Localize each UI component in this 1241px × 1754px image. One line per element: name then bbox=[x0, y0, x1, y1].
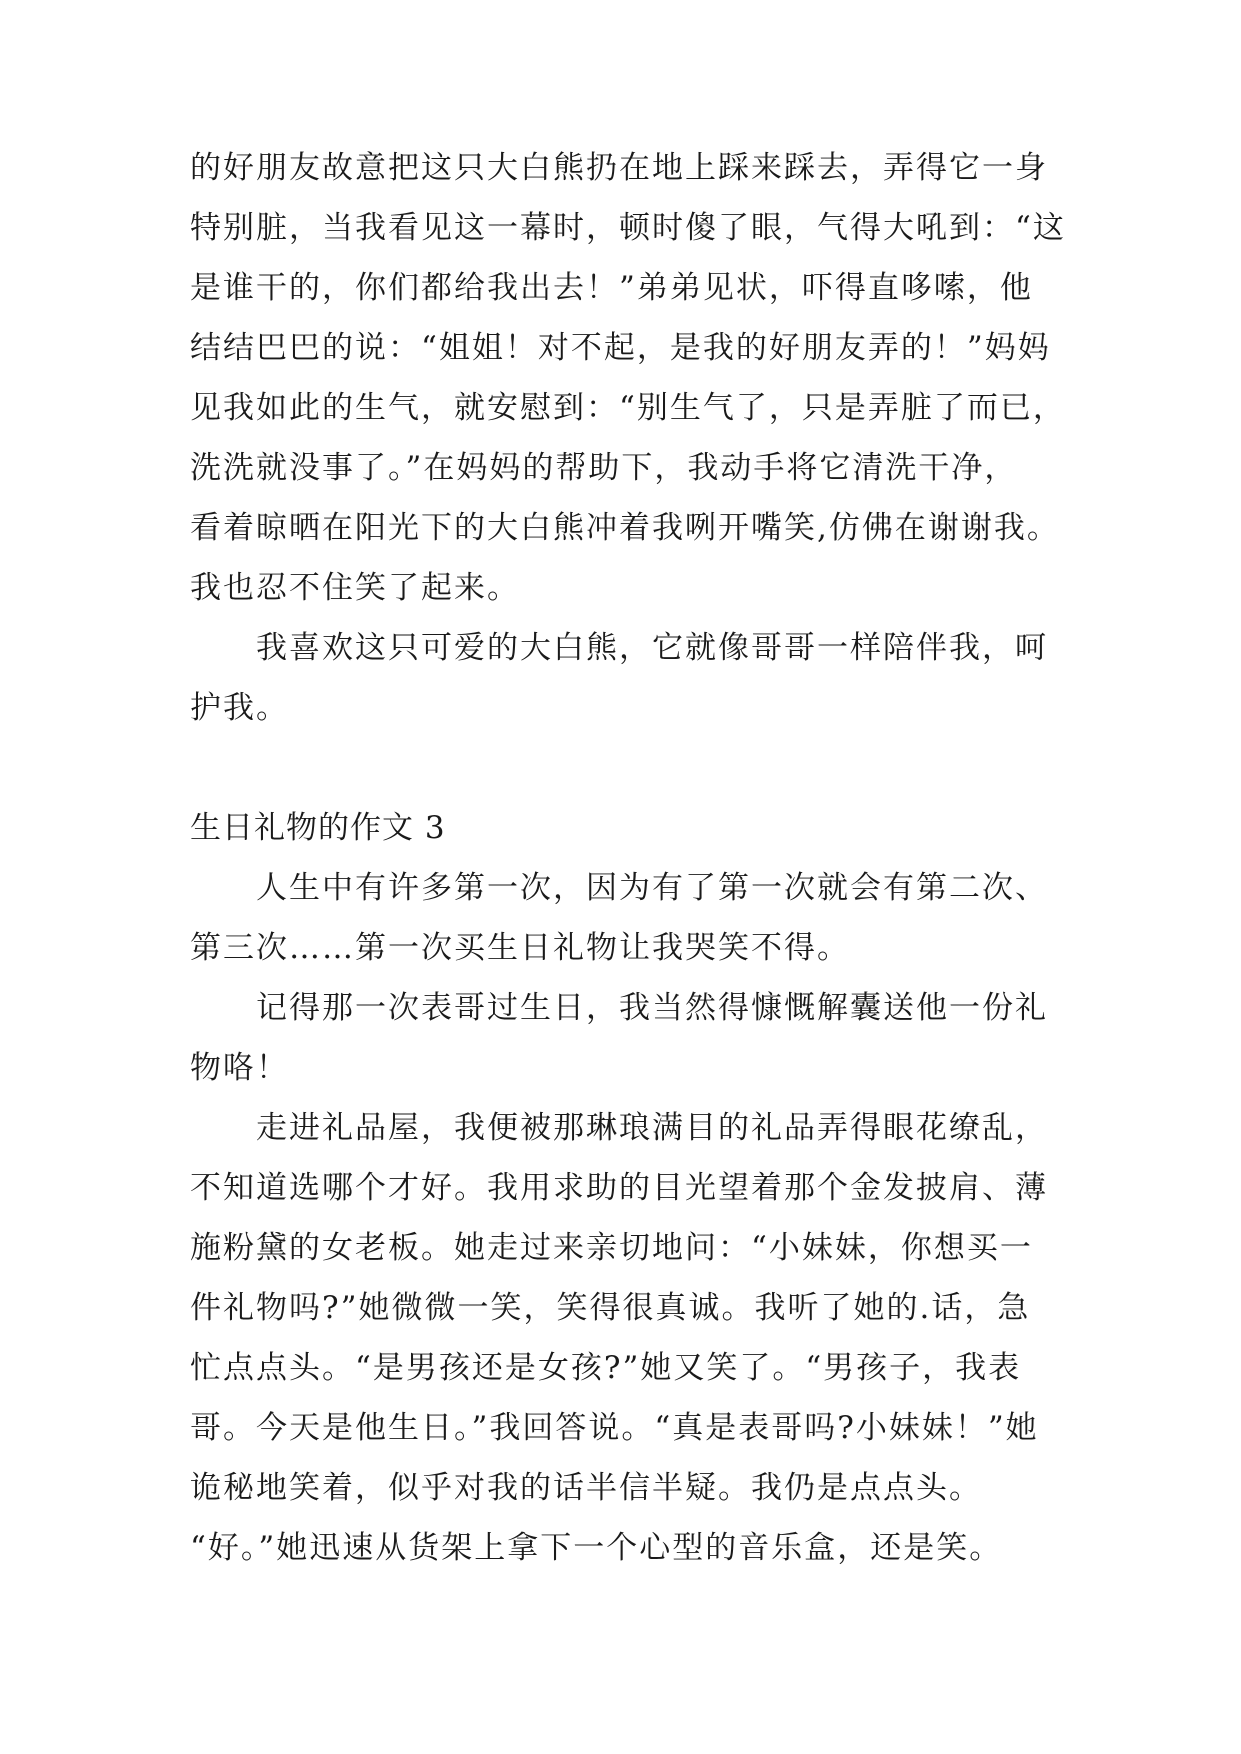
text-line: 见我如此的生气，就安慰到：“别生气了，只是弄脏了而已， bbox=[190, 390, 1066, 426]
text-line: 施粉黛的女老板。她走过来亲切地问：“小妹妹，你想买一 bbox=[190, 1230, 1033, 1266]
text-line: 哥。今天是他生日。”我回答说。“真是表哥吗?小妹妹！”她 bbox=[190, 1410, 1039, 1446]
text-line: 特别脏，当我看见这一幕时，顿时傻了眼，气得大吼到：“这 bbox=[190, 210, 1066, 246]
text-line: 是谁干的，你们都给我出去！”弟弟见状，吓得直哆嗦，他 bbox=[190, 270, 1033, 306]
text-line: 的好朋友故意把这只大白熊扔在地上踩来踩去，弄得它一身 bbox=[190, 150, 1048, 186]
text-line: 不知道选哪个才好。我用求助的目光望着那个金发披肩、薄 bbox=[190, 1170, 1048, 1206]
text-line: 看着晾晒在阳光下的大白熊冲着我咧开嘴笑,仿佛在谢谢我。 bbox=[190, 510, 1060, 546]
text-line: 我也忍不住笑了起来。 bbox=[190, 570, 520, 606]
text-line: 走进礼品屋，我便被那琳琅满目的礼品弄得眼花缭乱， bbox=[256, 1110, 1048, 1146]
text-line: 我喜欢这只可爱的大白熊，它就像哥哥一样陪伴我，呵 bbox=[256, 630, 1048, 666]
text-line: 人生中有许多第一次，因为有了第一次就会有第二次、 bbox=[256, 870, 1048, 906]
text-line: 结结巴巴的说：“姐姐！对不起，是我的好朋友弄的！”妈妈 bbox=[190, 330, 1051, 366]
text-line: 件礼物吗?”她微微一笑，笑得很真诚。我听了她的.话，急 bbox=[190, 1290, 1031, 1326]
section-heading: 生日礼物的作文 3 bbox=[190, 810, 446, 846]
text-line: “好。”她迅速从货架上拿下一个心型的音乐盒，还是笑。 bbox=[190, 1530, 1003, 1566]
text-line: 忙点点头。“是男孩还是女孩?”她又笑了。“男孩子，我表 bbox=[190, 1350, 1022, 1386]
text-line: 记得那一次表哥过生日，我当然得慷慨解囊送他一份礼 bbox=[256, 990, 1048, 1026]
text-line: 第三次……第一次买生日礼物让我哭笑不得。 bbox=[190, 930, 850, 966]
text-line: 洗洗就没事了。”在妈妈的帮助下，我动手将它清洗干净， bbox=[190, 450, 1018, 486]
text-line: 护我。 bbox=[190, 690, 289, 726]
text-line: 诡秘地笑着，似乎对我的话半信半疑。我仍是点点头。 bbox=[190, 1470, 982, 1506]
text-line: 物咯！ bbox=[190, 1050, 289, 1086]
